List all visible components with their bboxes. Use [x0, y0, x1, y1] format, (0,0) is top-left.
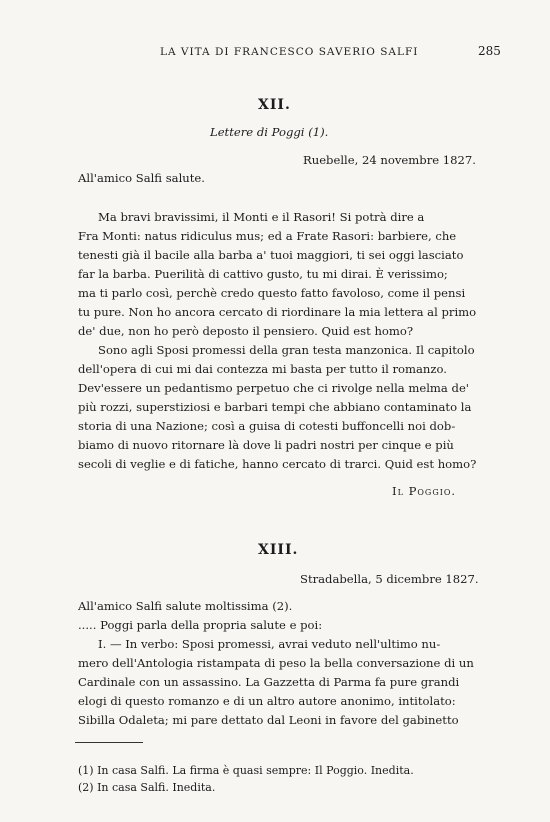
text-line: de' due, non ho però deposto il pensiero. Quid est homo?: [78, 324, 414, 338]
text-line: far la barba. Puerilità di cattivo gusto, tu mi dirai. È verissimo;: [78, 267, 448, 281]
text-line: più rozzi, superstiziosi e barbari tempi che abbiano contaminato la: [78, 400, 472, 414]
running-header: LA VITA DI FRANCESCO SAVERIO SALFI: [160, 46, 419, 58]
signature: Il Poggio.: [392, 484, 457, 498]
text-line: storia di una Nazione; così a guisa di cotesti buffoncelli noi dob-: [78, 419, 456, 433]
text-line: elogi di questo romanzo e di un altro autore anonimo, intitolato:: [78, 694, 456, 708]
dateline-xii: Ruebelle, 24 novembre 1827.: [303, 153, 476, 167]
footnote: (1) In casa Salfi. La firma è quasi sempre: Il Poggio. Inedita.: [78, 764, 414, 777]
section-number-xii: XII.: [258, 97, 291, 113]
text-line: secoli di veglie e di fatiche, hanno cercato di trarci. Quid est homo?: [78, 457, 477, 471]
text-line: Cardinale con un assassino. La Gazzetta di Parma fa pure grandi: [78, 675, 460, 689]
footnote-rule: [75, 742, 143, 743]
text-line: Dev'essere un pedantismo perpetuo che ci rivolge nella melma de': [78, 381, 469, 395]
text-line: biamo di nuovo ritornare là dove li padri nostri per cinque e più: [78, 438, 454, 452]
text-line: Sono agli Sposi promessi della gran testa manzonica. Il capitolo: [98, 343, 475, 357]
text-line: mero dell'Antologia ristampata di peso la bella conversazione di un: [78, 656, 474, 670]
text-line: tu pure. Non ho ancora cercato di riordinare la mia lettera al primo: [78, 305, 477, 319]
text-line: dell'opera di cui mi dai contezza mi basta per tutto il romanzo.: [78, 362, 447, 376]
text-line: ..... Poggi parla della propria salute e poi:: [78, 618, 323, 632]
page-number: 285: [478, 44, 501, 58]
dateline-xiii: Stradabella, 5 dicembre 1827.: [300, 572, 479, 586]
text-line: Sibilla Odaleta; mi pare dettato dal Leoni in favore del gabinetto: [78, 713, 459, 727]
text-line: All'amico Salfi salute moltissima (2).: [78, 599, 293, 613]
salutation-xii: All'amico Salfi salute.: [78, 171, 205, 185]
footnote: (2) In casa Salfi. Inedita.: [78, 781, 216, 794]
text-line: Ma bravi bravissimi, il Monti e il Rasori! Si potrà dire a: [98, 210, 425, 224]
text-line: Fra Monti: natus ridiculus mus; ed a Frate Rasori: barbiere, che: [78, 229, 457, 243]
text-line: ma ti parlo così, perchè credo questo fatto favoloso, come il pensi: [78, 286, 466, 300]
section-number-xiii: XIII.: [258, 542, 299, 558]
letter-title: Lettere di Poggi (1).: [210, 125, 329, 139]
text-line: tenesti già il bacile alla barba a' tuoi maggiori, ti sei oggi lasciato: [78, 248, 464, 262]
text-line: I. — In verbo: Sposi promessi, avrai veduto nell'ultimo nu-: [98, 637, 441, 651]
